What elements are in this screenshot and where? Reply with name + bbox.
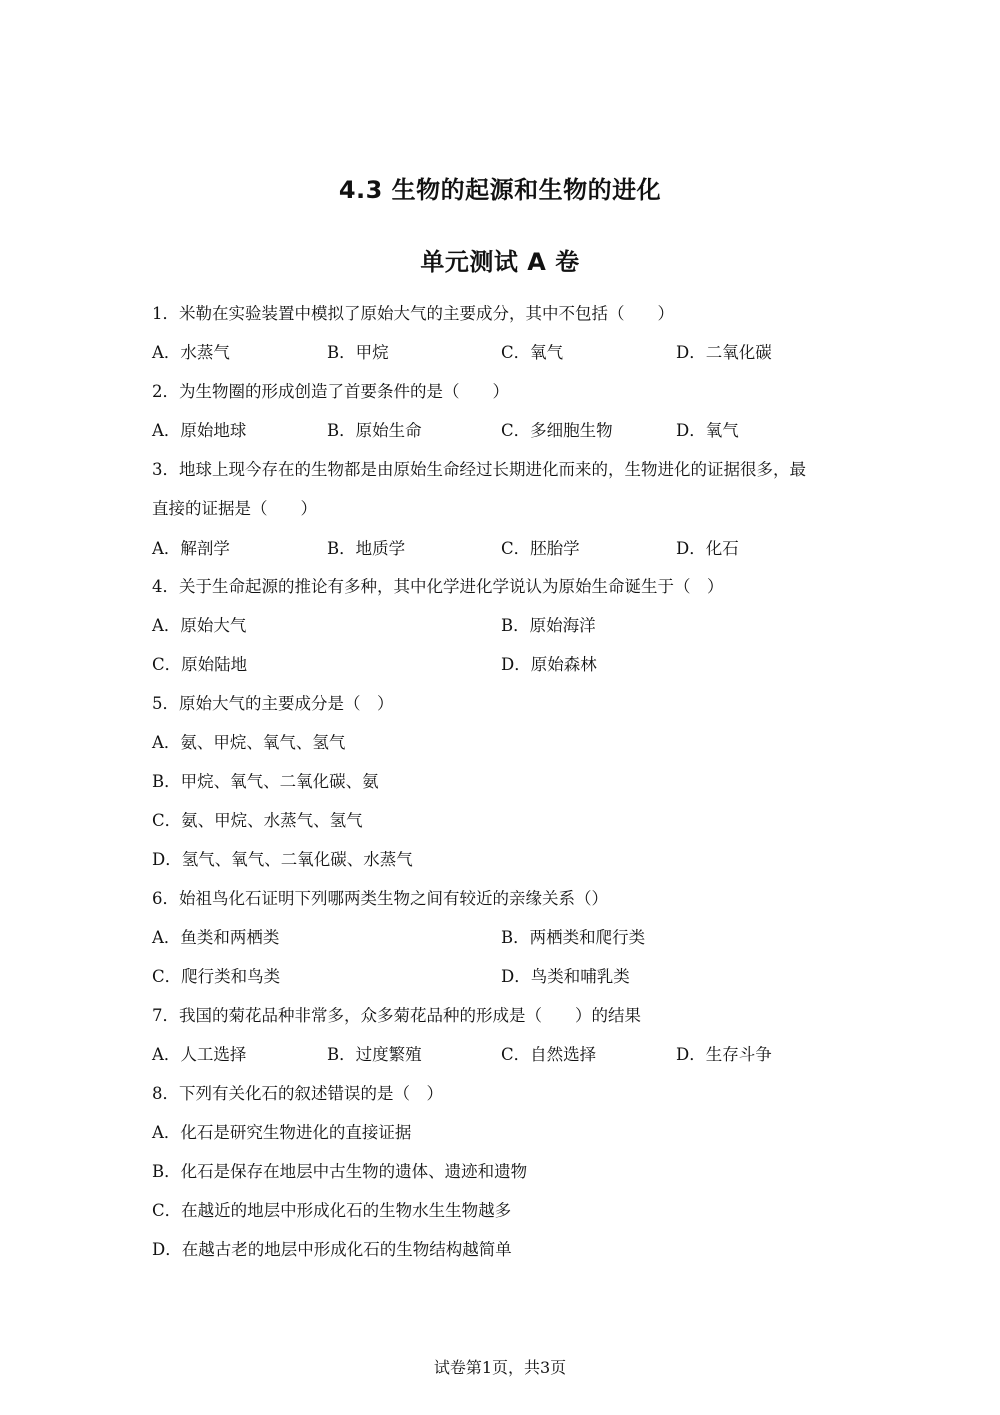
question-4-option-a: A．原始大气 [152,616,247,635]
question-1-option-a: A．水蒸气 [152,343,230,362]
question-4-option-b: B．原始海洋 [501,616,596,635]
question-7-stem: 7．我国的菊花品种非常多，众多菊花品种的形成是（ ）的结果 [152,1006,641,1025]
question-6-option-a: A．鱼类和两栖类 [152,928,280,947]
question-3-option-a: A．解剖学 [152,539,230,558]
question-8-option-a: A．化石是研究生物进化的直接证据 [152,1123,412,1142]
question-8-option-d: D．在越古老的地层中形成化石的生物结构越简单 [152,1240,512,1259]
question-5-stem: 5．原始大气的主要成分是（ ） [152,694,394,713]
page-subtitle: 单元测试 A 卷 [420,248,580,276]
page-footer: 试卷第1页，共3页 [433,1358,567,1377]
question-3-option-c: C．胚胎学 [501,539,580,558]
question-1-option-b: B．甲烷 [327,343,389,362]
question-5-option-c: C．氨、甲烷、水蒸气、氢气 [152,811,363,830]
question-5-option-a: A．氨、甲烷、氧气、氢气 [152,733,346,752]
question-4-stem: 4．关于生命起源的推论有多种，其中化学进化学说认为原始生命诞生于（ ） [152,577,724,596]
question-3-option-d: D．化石 [676,539,739,558]
page-title: 4.3 生物的起源和生物的进化 [338,176,662,204]
question-4-option-d: D．原始森林 [501,655,597,674]
question-2-option-c: C．多细胞生物 [501,421,613,440]
question-7-option-d: D．生存斗争 [676,1045,772,1064]
question-2-option-b: B．原始生命 [327,421,422,440]
question-3-stem-line2: 直接的证据是（ ） [152,499,317,518]
question-6-option-c: C．爬行类和鸟类 [152,967,281,986]
question-8-stem: 8．下列有关化石的叙述错误的是（ ） [152,1084,443,1103]
question-7-option-a: A．人工选择 [152,1045,247,1064]
question-1-option-d: D．二氧化碳 [676,343,772,362]
question-4-option-c: C．原始陆地 [152,655,248,674]
question-6-option-d: D．鸟类和哺乳类 [501,967,630,986]
question-2-option-d: D．氧气 [676,421,739,440]
question-6-stem: 6．始祖鸟化石证明下列哪两类生物之间有较近的亲缘关系（） [152,889,608,908]
question-3-option-b: B．地质学 [327,539,406,558]
question-7-option-b: B．过度繁殖 [327,1045,422,1064]
question-8-option-b: B．化石是保存在地层中古生物的遗体、遗迹和遗物 [152,1162,528,1181]
question-2-option-a: A．原始地球 [152,421,247,440]
question-6-option-b: B．两栖类和爬行类 [501,928,646,947]
question-7-option-c: C．自然选择 [501,1045,597,1064]
question-1-stem: 1．米勒在实验装置中模拟了原始大气的主要成分，其中不包括（ ） [152,304,674,323]
question-8-option-c: C．在越近的地层中形成化石的生物水生生物越多 [152,1201,512,1220]
question-5-option-d: D．氢气、氧气、二氧化碳、水蒸气 [152,850,413,869]
question-1-option-c: C．氧气 [501,343,564,362]
question-3-stem-line1: 3．地球上现今存在的生物都是由原始生命经过长期进化而来的，生物进化的证据很多，最 [152,460,806,479]
question-5-option-b: B．甲烷、氧气、二氧化碳、氨 [152,772,379,791]
question-2-stem: 2．为生物圈的形成创造了首要条件的是（ ） [152,382,509,401]
